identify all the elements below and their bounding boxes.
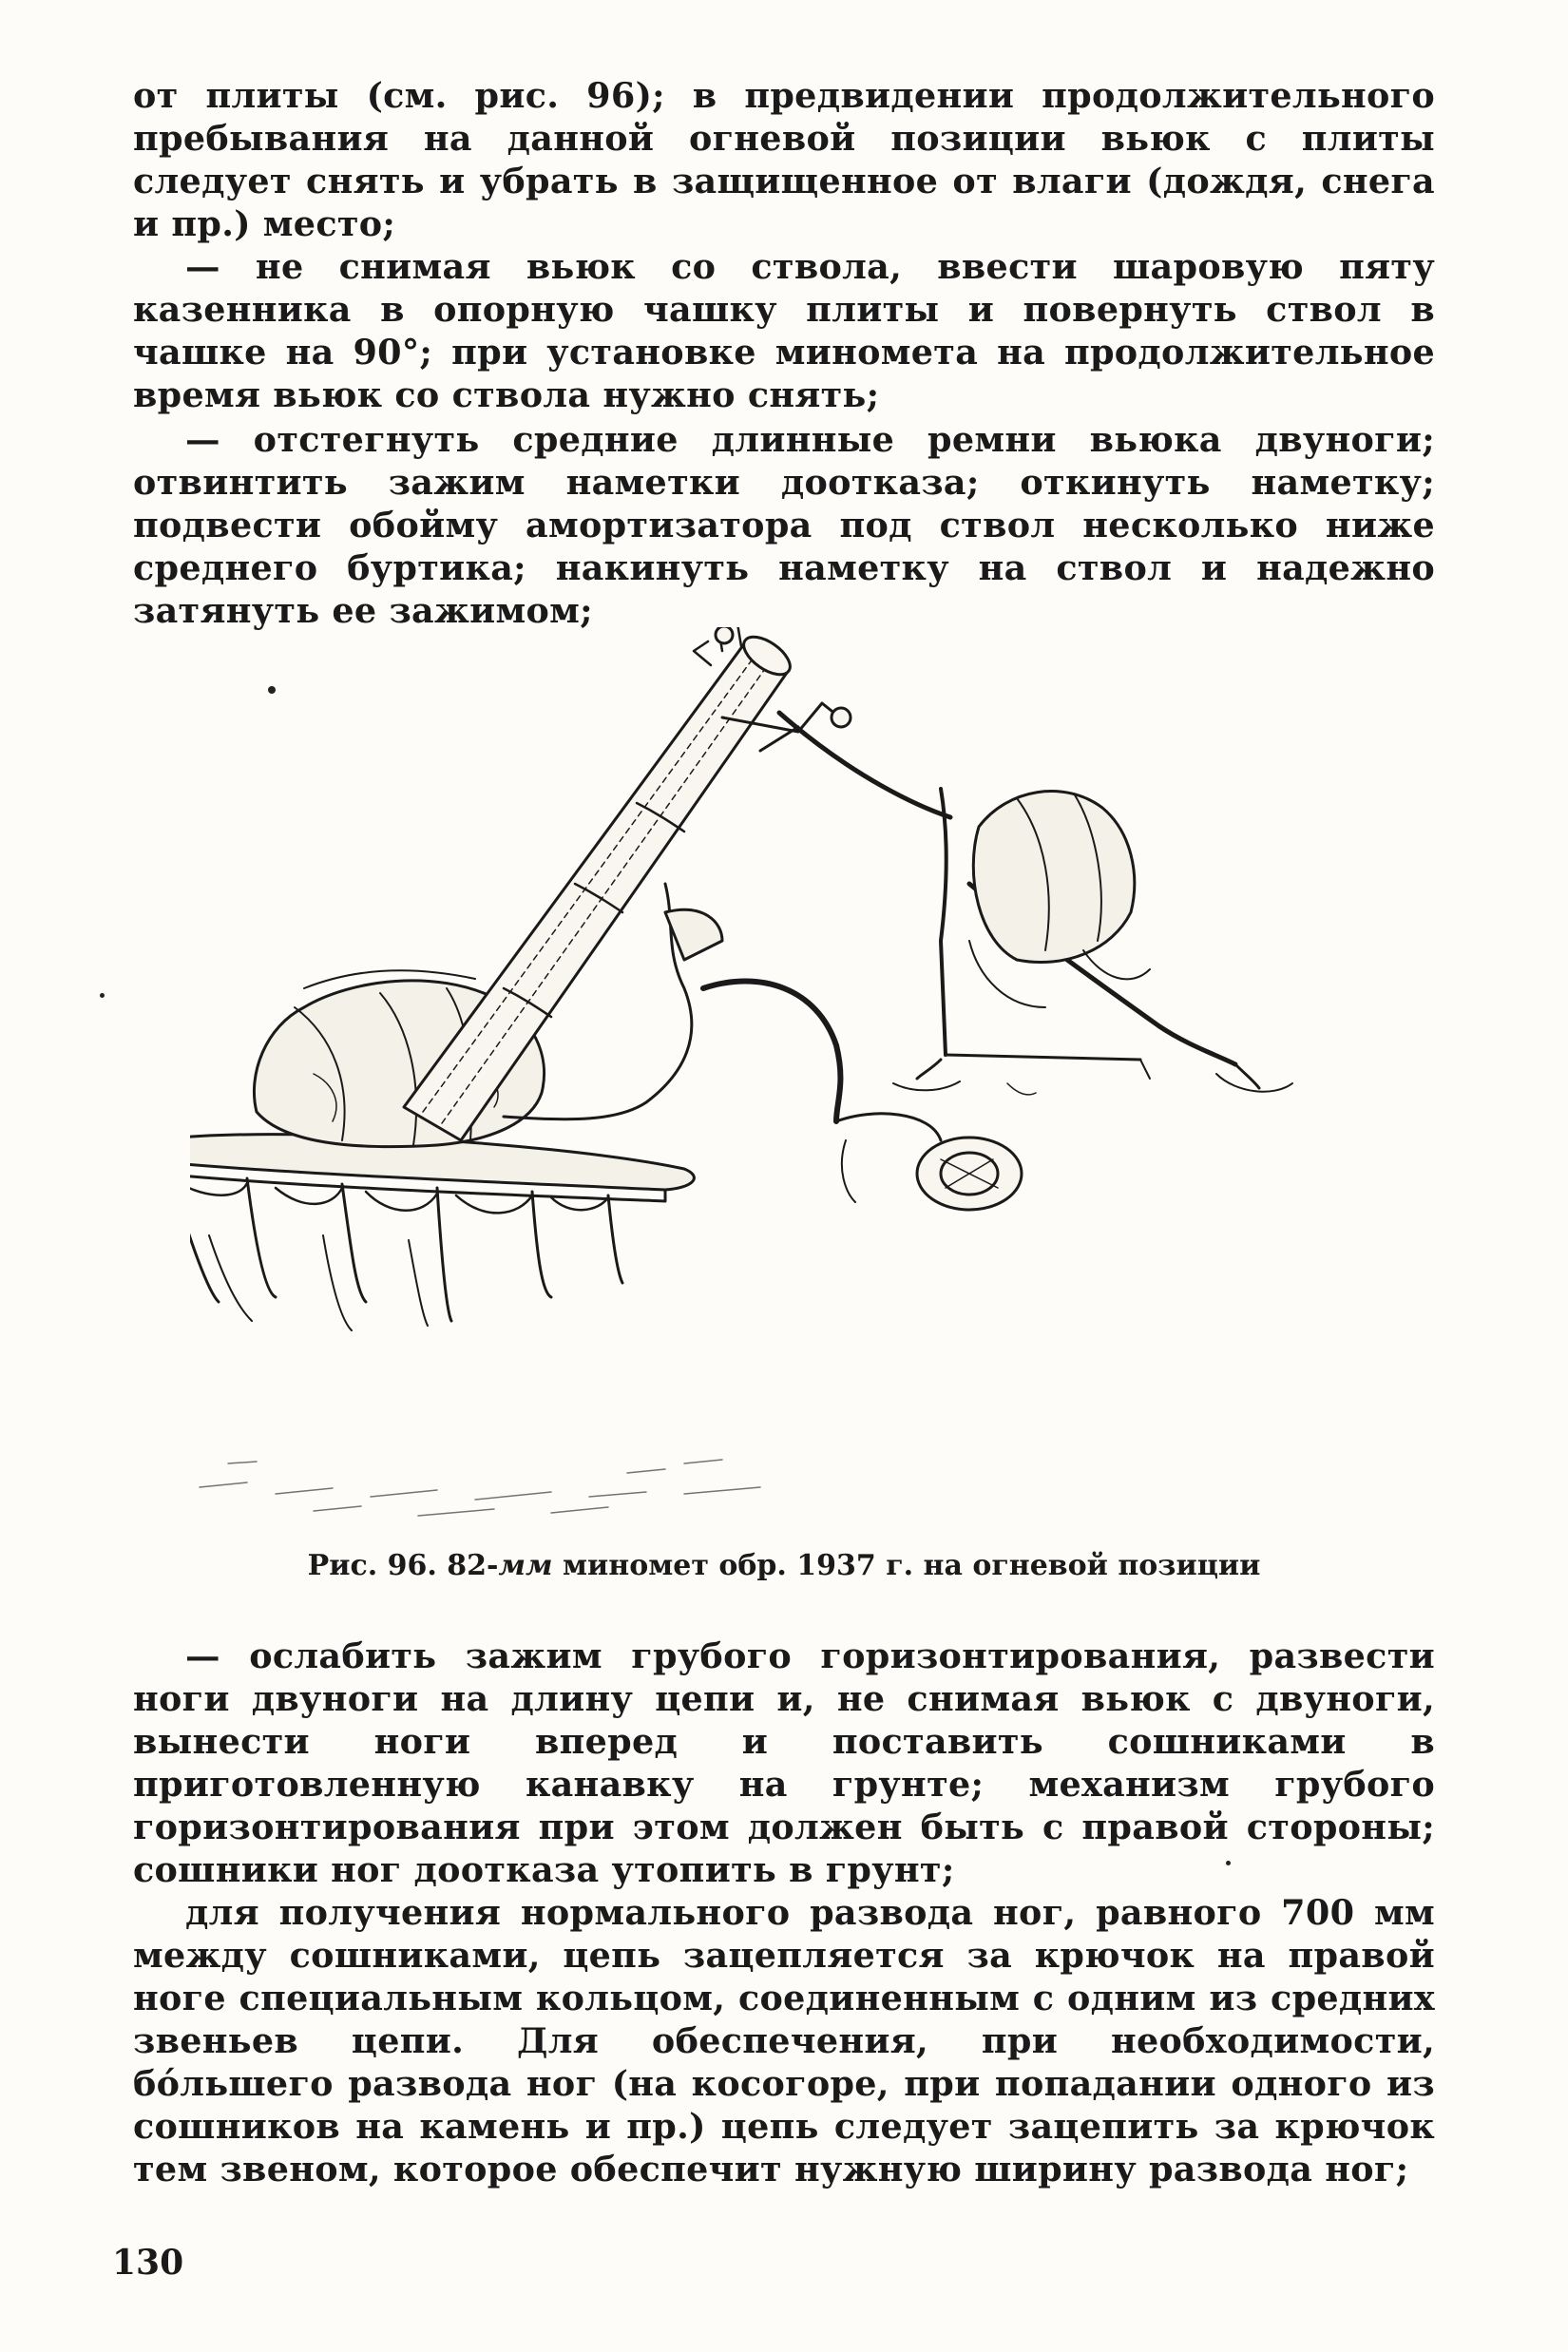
caption-unit: мм	[498, 1549, 553, 1582]
print-speck	[268, 686, 276, 694]
page-number: 130	[112, 2243, 184, 2283]
mortar-barrel	[404, 627, 851, 1140]
mortar-bipod	[779, 713, 1292, 1095]
paragraph-chain-spread: для получения нормального развода ног, равного 700 мм между сошниками, цепь зацепляется за крючок на правой ноге специальным кольцом, соединенным с одним из средних звеньев цепи. Для обеспечения, при необходимости, бо́льшего развода ног (на косогоре, при попадании одного из сошников на камень и пр.) цепь следует зацепить за крючок тем звеном, которое обеспечит нужную ширину развода ног;	[133, 1892, 1435, 2189]
paragraph-barrel-ball: — не снимая вьюк со ствола, ввести шаровую пяту казенника в опорную чашку плиты и повернуть ствол в чашке на 90°; при установке миномета на продолжительное время вьюк со ствола нужно снять;	[133, 246, 1435, 415]
base-plate	[190, 1135, 694, 1330]
print-speck	[100, 993, 105, 998]
caption-prefix: Рис. 96. 82-	[307, 1549, 499, 1582]
print-speck	[1226, 1861, 1231, 1865]
mortar-illustration	[190, 627, 1387, 1530]
caption-rest: миномет обр. 1937 г. на огневой позиции	[552, 1549, 1261, 1582]
paragraph-plate-pack: от плиты (см. рис. 96); в предвидении продолжительного пребывания на данной огневой позиции вьюк с плиты следует снять и убрать в защищенное от влаги (дождя, снега и пр.) место;	[133, 75, 1435, 244]
ground-hatching	[200, 1460, 760, 1516]
paragraph-bipod-legs: — ослабить зажим грубого горизонтирования, развести ноги двуноги на длину цепи и, не снимая вьюк с двуноги, вынести ноги вперед и поставить сошниками в приготовленную канавку на грунте; механизм грубого горизонтирования при этом должен быть с правой стороны; сошники ног доотказа утопить в грунт;	[133, 1635, 1435, 1890]
figure-caption	[133, 1549, 1435, 1582]
paragraph-bipod-straps: — отстегнуть средние длинные ремни вьюка двуноги; отвинтить зажим наметки доотказа; откинуть наметку; подвести обойму амортизатора под ствол несколько ниже среднего буртика; накинуть наметку на ствол и надежно затянуть ее зажимом;	[133, 419, 1435, 631]
